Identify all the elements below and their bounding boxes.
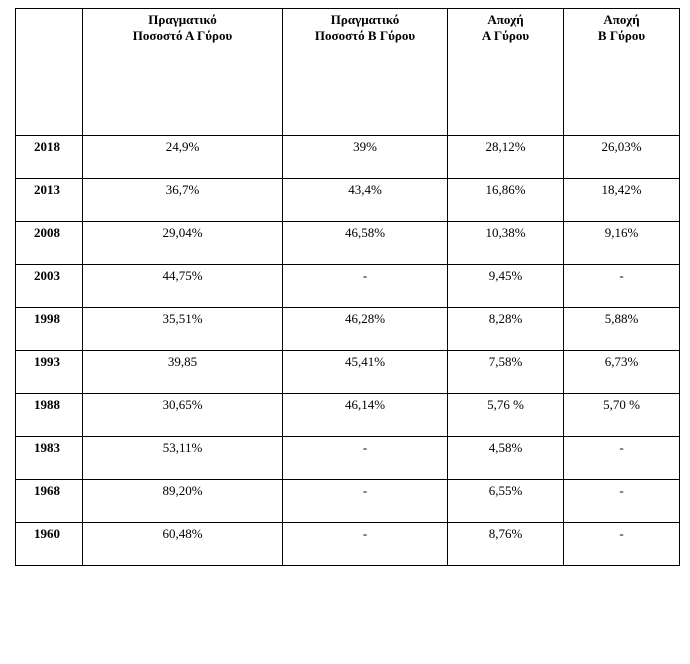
actual-second-round-cell: 39% (283, 136, 448, 179)
abstention-first-round-cell: 28,12% (448, 136, 564, 179)
year-cell: 1983 (16, 437, 83, 480)
year-cell: 1993 (16, 351, 83, 394)
header-cell-year (16, 9, 83, 136)
year-cell: 2008 (16, 222, 83, 265)
abstention-first-round-cell: 6,55% (448, 480, 564, 523)
year-cell: 1998 (16, 308, 83, 351)
header-cell-abstention-first-round (448, 9, 564, 136)
header-line: Πραγματικό (330, 12, 400, 27)
abstention-second-round-cell: 9,16% (564, 222, 680, 265)
header-line: Αποχή (603, 12, 640, 27)
actual-second-round-cell: - (283, 480, 448, 523)
actual-first-round-cell: 39,85 (83, 351, 283, 394)
year-cell: 2013 (16, 179, 83, 222)
abstention-second-round-cell: - (564, 437, 680, 480)
year-cell: 1988 (16, 394, 83, 437)
year-cell: 1968 (16, 480, 83, 523)
table-row (16, 523, 680, 566)
year-cell: 2018 (16, 136, 83, 179)
actual-first-round-cell: 89,20% (83, 480, 283, 523)
table-row (16, 308, 680, 351)
abstention-first-round-cell: 7,58% (448, 351, 564, 394)
abstention-first-round-cell: 8,28% (448, 308, 564, 351)
header-line: Πραγματικό (148, 12, 217, 27)
abstention-first-round-cell: 9,45% (448, 265, 564, 308)
table-row (16, 351, 680, 394)
actual-first-round-cell: 29,04% (83, 222, 283, 265)
results-table (15, 8, 680, 566)
actual-second-round-cell: 46,14% (283, 394, 448, 437)
header-line: Α Γύρου (481, 28, 530, 43)
actual-first-round-cell: 44,75% (83, 265, 283, 308)
header-row (16, 9, 680, 136)
actual-first-round-cell: 53,11% (83, 437, 283, 480)
header-cell-abstention-second-round (564, 9, 680, 136)
table-row (16, 179, 680, 222)
actual-first-round-cell: 30,65% (83, 394, 283, 437)
actual-second-round-cell: - (283, 265, 448, 308)
header-line: Ποσοστό Β Γύρου (314, 28, 416, 43)
table-row (16, 265, 680, 308)
abstention-second-round-cell: 26,03% (564, 136, 680, 179)
header-line: Β Γύρου (597, 28, 646, 43)
year-cell: 2003 (16, 265, 83, 308)
abstention-second-round-cell: - (564, 480, 680, 523)
header-cell-actual-second-round (283, 9, 448, 136)
actual-second-round-cell: - (283, 437, 448, 480)
abstention-first-round-cell: 4,58% (448, 437, 564, 480)
table-row (16, 480, 680, 523)
abstention-first-round-cell: 8,76% (448, 523, 564, 566)
table-body (16, 136, 680, 566)
abstention-second-round-cell: 5,88% (564, 308, 680, 351)
header-line: Ποσοστό Α Γύρου (132, 28, 233, 43)
table-row (16, 136, 680, 179)
actual-first-round-cell: 36,7% (83, 179, 283, 222)
abstention-first-round-cell: 16,86% (448, 179, 564, 222)
table-row (16, 222, 680, 265)
header-cell-actual-first-round (83, 9, 283, 136)
abstention-second-round-cell: - (564, 265, 680, 308)
table-row (16, 394, 680, 437)
actual-second-round-cell: 46,28% (283, 308, 448, 351)
year-cell: 1960 (16, 523, 83, 566)
abstention-second-round-cell: 5,70 % (564, 394, 680, 437)
actual-second-round-cell: 45,41% (283, 351, 448, 394)
abstention-second-round-cell: - (564, 523, 680, 566)
abstention-second-round-cell: 6,73% (564, 351, 680, 394)
table-row (16, 437, 680, 480)
actual-second-round-cell: - (283, 523, 448, 566)
actual-first-round-cell: 24,9% (83, 136, 283, 179)
actual-second-round-cell: 43,4% (283, 179, 448, 222)
actual-first-round-cell: 35,51% (83, 308, 283, 351)
abstention-second-round-cell: 18,42% (564, 179, 680, 222)
abstention-first-round-cell: 5,76 % (448, 394, 564, 437)
abstention-first-round-cell: 10,38% (448, 222, 564, 265)
actual-first-round-cell: 60,48% (83, 523, 283, 566)
actual-second-round-cell: 46,58% (283, 222, 448, 265)
header-line: Αποχή (487, 12, 524, 27)
